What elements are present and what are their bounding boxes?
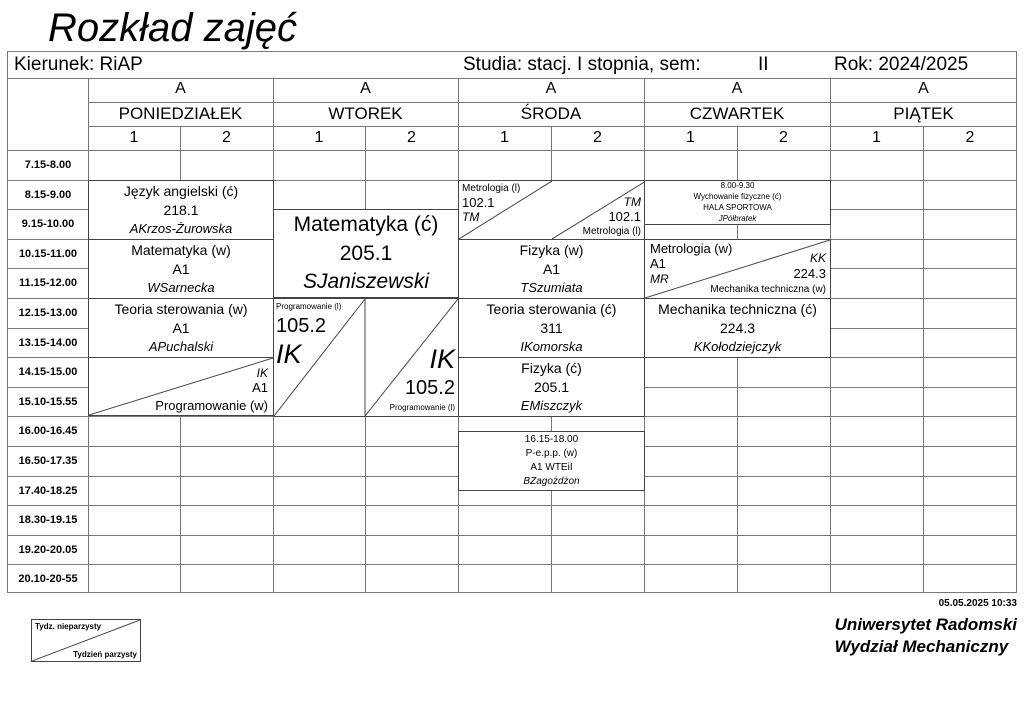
class-block-wednesday-physics-lecture[interactable] bbox=[458, 239, 645, 299]
subgroup-label: 1 bbox=[872, 129, 881, 146]
class-room: 105.2 bbox=[404, 377, 455, 399]
class-room: 224.3 bbox=[719, 320, 756, 336]
class-block-wednesday-metrology[interactable] bbox=[458, 180, 645, 240]
class-teacher: IKomorska bbox=[520, 339, 583, 354]
class-block-wednesday-pepp[interactable] bbox=[458, 431, 645, 491]
time-slot-label: 16.00-16.45 bbox=[18, 425, 78, 437]
class-block-tuesday-programming[interactable] bbox=[273, 298, 459, 417]
academic-year: Rok: 2024/2025 bbox=[834, 54, 969, 75]
subgroup-label: 1 bbox=[500, 129, 509, 146]
grid-line bbox=[923, 126, 924, 593]
class-room: A1 bbox=[252, 380, 268, 395]
class-block-thursday-metrology-mechanics[interactable] bbox=[644, 239, 831, 299]
grid-line bbox=[7, 564, 1017, 565]
class-subject: Matematyka (w) bbox=[131, 242, 231, 258]
class-teacher: JPółbratek bbox=[718, 214, 757, 223]
day-name-monday: PONIEDZIAŁEK bbox=[118, 104, 243, 123]
class-subject: Teoria sterowania (w) bbox=[114, 301, 248, 317]
time-slot-label: 15.10-15.55 bbox=[18, 396, 78, 408]
kierunek-label: Kierunek: RiAP bbox=[14, 54, 143, 75]
class-block-wednesday-control[interactable] bbox=[458, 298, 645, 358]
class-teacher: MR bbox=[650, 272, 669, 286]
class-teacher: IK bbox=[276, 339, 302, 369]
subgroup-label: 2 bbox=[965, 129, 975, 146]
class-block-thursday-mechanics-exercise[interactable] bbox=[644, 298, 831, 358]
class-block-monday-control[interactable] bbox=[88, 298, 274, 358]
class-room: 102.1 bbox=[462, 195, 495, 210]
class-teacher: EMiszczyk bbox=[520, 398, 583, 413]
class-time: 16.15-18.00 bbox=[524, 434, 579, 445]
time-slot-label: 17.40-18.25 bbox=[18, 485, 78, 497]
class-subject: Teoria sterowania (ć) bbox=[486, 301, 617, 317]
class-teacher: SJaniszewski bbox=[302, 270, 430, 293]
time-slot-label: 20.10-20-55 bbox=[18, 573, 78, 585]
class-teacher: WSarnecka bbox=[147, 280, 215, 295]
class-teacher: IK bbox=[429, 344, 455, 374]
time-slot-label: 16.50-17.35 bbox=[18, 455, 78, 467]
grid-line bbox=[7, 505, 1017, 506]
studia-label: Studia: stacj. I stopnia, sem: bbox=[463, 54, 701, 75]
grid-line bbox=[7, 535, 1017, 536]
class-teacher: KK bbox=[809, 251, 826, 265]
class-subject: Metrologia (l) bbox=[462, 183, 521, 194]
class-subject: Fizyka (w) bbox=[519, 242, 584, 258]
page-title: Rozkład zajęć bbox=[48, 6, 298, 50]
class-subject: Programowanie (w) bbox=[155, 398, 268, 413]
class-room: 205.1 bbox=[339, 242, 393, 265]
class-block-monday-math[interactable] bbox=[88, 239, 274, 299]
class-room: 102.1 bbox=[608, 209, 641, 224]
time-slot-label: 9.15-10.00 bbox=[21, 218, 75, 230]
class-teacher: IK bbox=[256, 366, 268, 380]
class-room: 218.1 bbox=[163, 202, 199, 218]
time-slot-label: 7.15-8.00 bbox=[24, 159, 72, 171]
university-name: Uniwersytet Radomski bbox=[834, 615, 1017, 634]
class-block-monday-programming[interactable] bbox=[88, 357, 274, 416]
grid-line bbox=[7, 150, 1017, 151]
class-room: A1 WTEiI bbox=[530, 462, 573, 473]
time-slot-label: 13.15-14.00 bbox=[18, 337, 78, 349]
class-room: 311 bbox=[540, 320, 563, 336]
grid-line bbox=[88, 126, 1017, 127]
class-room: A1 bbox=[650, 256, 666, 271]
grid-line bbox=[88, 102, 1017, 103]
class-subject: Programowanie (l) bbox=[276, 302, 342, 311]
class-room: A1 bbox=[172, 261, 190, 277]
day-name-thursday: CZWARTEK bbox=[689, 104, 785, 123]
day-name-friday: PIĄTEK bbox=[893, 104, 954, 123]
semester-value: II bbox=[758, 54, 769, 75]
class-room: A1 bbox=[172, 320, 190, 336]
subgroup-label: 2 bbox=[779, 129, 788, 146]
class-subject: Fizyka (ć) bbox=[521, 360, 582, 376]
class-room: A1 bbox=[542, 261, 561, 277]
legend-even-week: Tydzień parzysty bbox=[73, 650, 137, 659]
class-teacher: TM bbox=[462, 210, 480, 224]
class-teacher: TM bbox=[623, 195, 641, 209]
class-subject: Matematyka (ć) bbox=[293, 213, 439, 236]
time-slot-label: 10.15-11.00 bbox=[18, 248, 78, 260]
day-name-tuesday: WTOREK bbox=[328, 104, 403, 123]
class-teacher: TSzumiata bbox=[520, 280, 583, 295]
time-slot-label: 8.15-9.00 bbox=[24, 189, 72, 201]
class-teacher: KKołodziejczyk bbox=[693, 339, 782, 354]
class-block-wednesday-physics-exercise[interactable] bbox=[458, 357, 645, 417]
faculty-name: Wydział Mechaniczny bbox=[834, 637, 1009, 656]
day-group: A bbox=[360, 80, 371, 97]
class-room: HALA SPORTOWA bbox=[703, 203, 772, 212]
class-subject: Język angielski (ć) bbox=[123, 183, 239, 199]
subgroup-label: 2 bbox=[593, 129, 602, 146]
class-room: 205.1 bbox=[533, 379, 570, 395]
class-block-monday-english[interactable] bbox=[88, 180, 274, 240]
class-room: 224.3 bbox=[793, 266, 826, 281]
day-group: A bbox=[918, 80, 929, 97]
time-slot-label: 19.20-20.05 bbox=[18, 544, 78, 556]
subgroup-label: 1 bbox=[314, 129, 324, 146]
time-slot-label: 18.30-19.15 bbox=[18, 514, 78, 526]
class-room: 105.2 bbox=[276, 315, 327, 337]
day-name-wednesday: ŚRODA bbox=[520, 104, 582, 123]
day-group: A bbox=[175, 80, 186, 97]
legend-odd-week: Tydz. nieparzysty bbox=[35, 622, 102, 631]
class-subject: Wychowanie fizyczne (ć) bbox=[693, 192, 782, 201]
week-legend bbox=[31, 619, 141, 662]
subgroup-label: 1 bbox=[129, 129, 139, 146]
class-subject: Programowanie (l) bbox=[389, 403, 455, 412]
class-subject: Metrologia (w) bbox=[650, 241, 733, 256]
class-subject: Metrologia (l) bbox=[582, 226, 641, 237]
class-teacher: AKrzos-Żurowska bbox=[129, 221, 233, 236]
generated-date: 05.05.2025 10:33 bbox=[938, 598, 1017, 609]
class-block-thursday-pe[interactable] bbox=[644, 180, 831, 225]
class-block-tuesday-math[interactable] bbox=[273, 209, 459, 298]
time-slot-label: 14.15-15.00 bbox=[18, 366, 78, 378]
class-subject: Mechanika techniczna (w) bbox=[710, 284, 826, 295]
class-subject: P-e.p.p. (w) bbox=[525, 448, 578, 459]
grid-line bbox=[7, 78, 1017, 79]
time-slot-label: 12.15-13.00 bbox=[18, 307, 78, 319]
subgroup-label: 2 bbox=[407, 129, 416, 146]
class-time: 8.00-9.30 bbox=[720, 181, 755, 190]
time-slot-label: 11.15-12.00 bbox=[18, 277, 78, 289]
subgroup-label: 1 bbox=[686, 129, 695, 146]
footer-institution bbox=[835, 614, 1017, 658]
day-group: A bbox=[545, 80, 557, 97]
class-teacher: BZagożdżon bbox=[523, 476, 580, 487]
class-subject: Mechanika techniczna (ć) bbox=[658, 301, 817, 317]
day-group: A bbox=[731, 80, 743, 97]
subgroup-label: 2 bbox=[222, 129, 231, 146]
class-teacher: APuchalski bbox=[148, 339, 214, 354]
